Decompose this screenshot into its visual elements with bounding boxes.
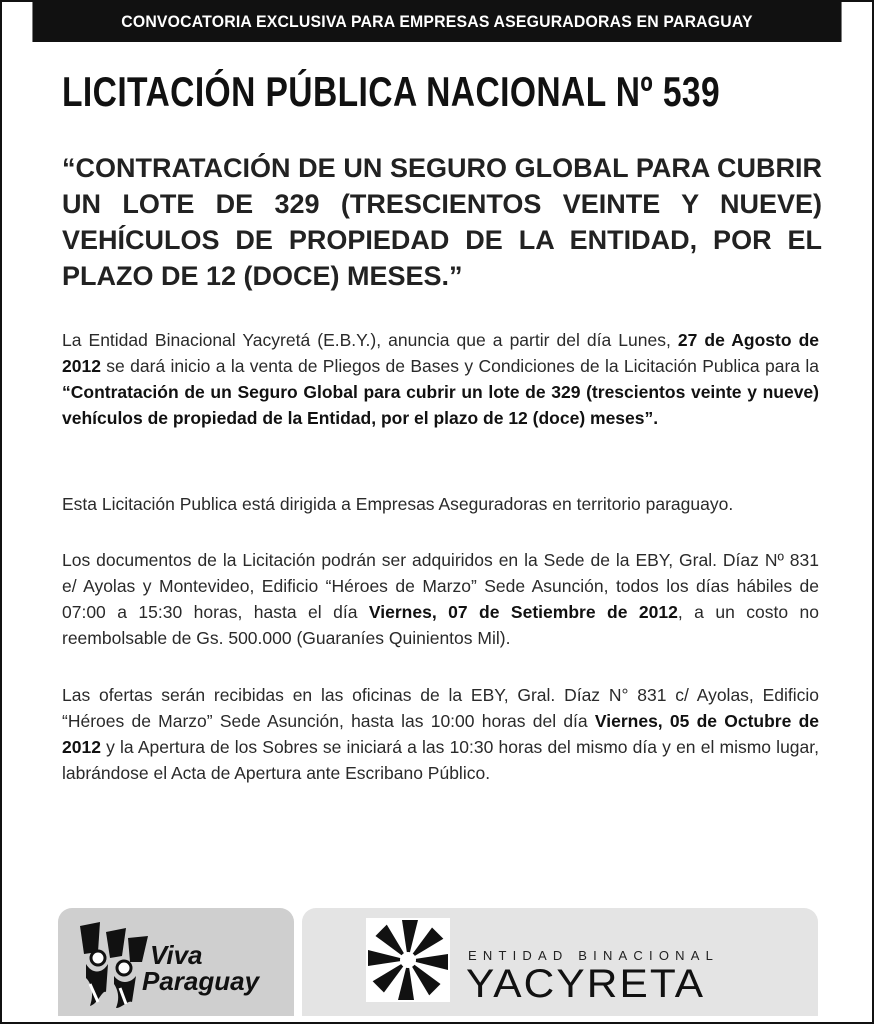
viva-paraguay-logo-icon — [76, 918, 156, 1010]
yacyreta-spiral-logo-icon — [364, 916, 452, 1004]
p3-deadline: Viernes, 07 de Setiembre de 2012 — [368, 602, 678, 622]
p4-text-c: y la Apertura de los Sobres se iniciará a las 10:30 horas del mismo día y en el mismo lugar, labrándose el Acta de Apertura ante Escribano Público. — [62, 737, 819, 783]
top-banner: CONVOCATORIA EXCLUSIVA PARA EMPRESAS ASEGURADORAS EN PARAGUAY — [32, 2, 841, 42]
p1-object: “Contratación de un Seguro Global para cubrir un lote de 329 (trescientos veinte y nueve) vehículos de propiedad de la Entidad, por el plazo de 12 (doce) meses”. — [62, 382, 819, 428]
yacyreta-subtitle: ENTIDAD BINACIONAL — [468, 948, 720, 963]
p1-text-a: La Entidad Binacional Yacyretá (E.B.Y.), anuncia que a partir del día Lunes, — [62, 330, 678, 350]
viva-paraguay-panel — [58, 908, 294, 1016]
p3-text-c: , a un costo no reembolsable de Gs. 500.000 (Guaraníes Quinientos Mil). — [62, 602, 820, 648]
p1-date-start: 27 de Agosto de 2012 — [62, 330, 819, 376]
p1-text-c: se dará inicio a la venta de Pliegos de Bases y Condiciones de la Licitación Publica para la — [100, 356, 819, 376]
yacyreta-panel — [302, 908, 818, 1016]
paragraph-target: Esta Licitación Publica está dirigida a Empresas Aseguradoras en territorio paraguayo. — [62, 494, 734, 514]
p4-text-a: Las ofertas serán recibidas en las oficinas de la EBY, Gral. Díaz N° 831 c/ Ayolas, Edificio “Héroes de Marzo” Sede Asunción, hasta las 10:00 horas del día — [62, 685, 819, 731]
subtitle: “CONTRATACIÓN DE UN SEGURO GLOBAL PARA CUBRIR UN LOTE DE 329 (TRESCIENTOS VEINTE Y NUEVE) VEHÍCULOS DE PROPIEDAD DE LA ENTIDAD, POR EL PLAZO DE 12 (DOCE) MESES.” — [62, 153, 822, 291]
viva-paraguay-wordmark — [142, 940, 260, 996]
paragraph-documents — [62, 547, 819, 651]
p4-opening-date: Viernes, 05 de Octubre de 2012 — [62, 711, 819, 757]
paragraph-announcement — [62, 327, 819, 431]
viva-word: Viva — [150, 940, 203, 970]
paraguay-word: Paraguay — [142, 966, 260, 996]
page-title: LICITACIÓN PÚBLICA NACIONAL Nº 539 — [62, 68, 721, 115]
yacyreta-wordmark: YACYRETA — [466, 962, 706, 1006]
paragraph-offers — [62, 682, 819, 786]
p3-text-a: Los documentos de la Licitación podrán ser adquiridos en la Sede de la EBY, Gral. Díaz Nº 831 e/ Ayolas y Montevideo, Edificio “Héroes de Marzo” Sede Asunción, todos los días hábiles de 07:00 a 15:30 horas, hasta el día — [62, 550, 819, 622]
